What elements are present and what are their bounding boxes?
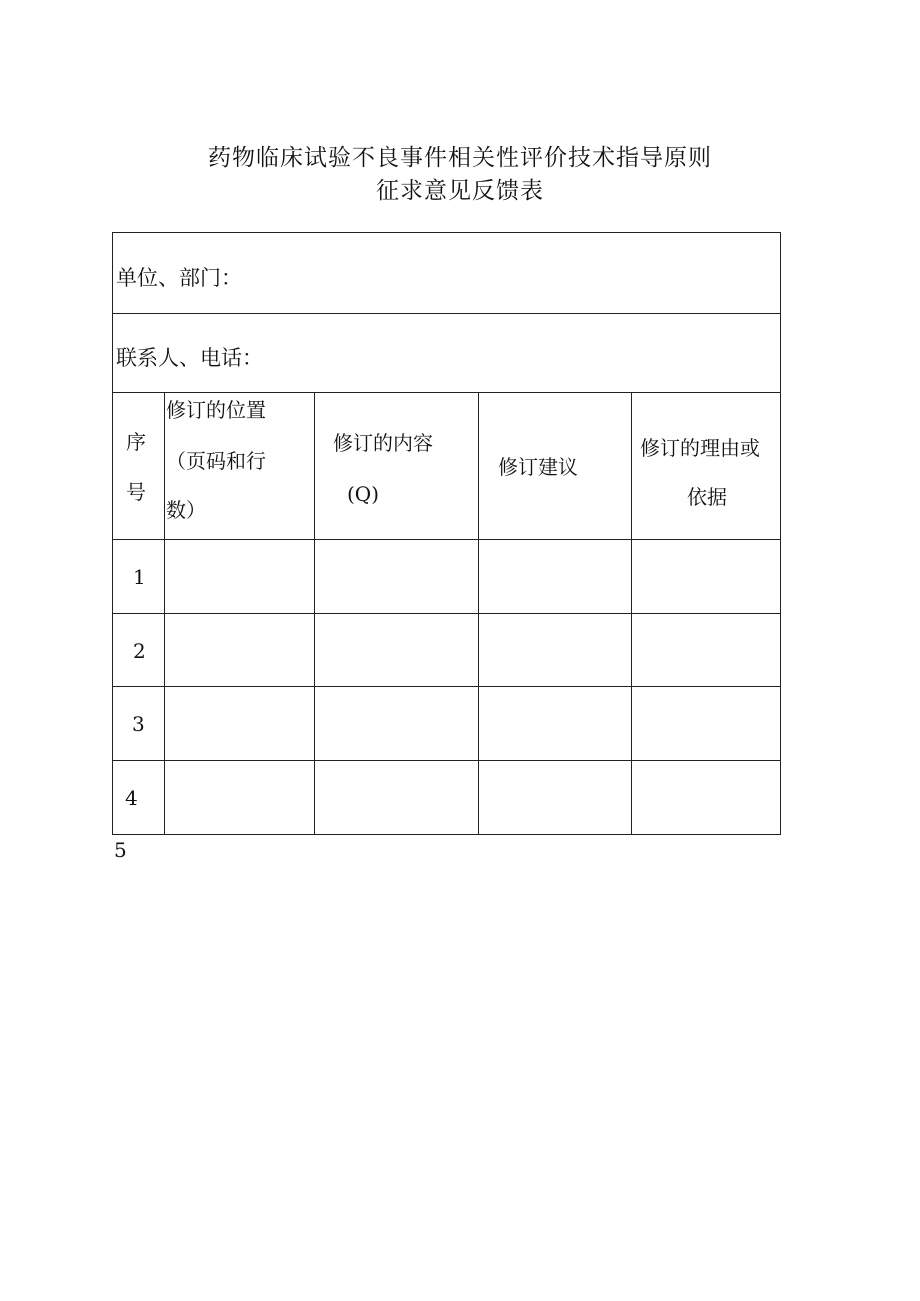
row-1-position-cell[interactable] (164, 539, 315, 614)
row-2-suggestion-cell[interactable] (478, 613, 632, 687)
header-reason (631, 392, 781, 540)
row-3-content-cell[interactable] (314, 686, 479, 761)
row-2-seq (112, 613, 165, 687)
header-seq-line2: 号 (126, 480, 146, 504)
header-position (164, 392, 315, 540)
header-position-line1: 修订的位置 (166, 398, 266, 422)
row-2-position-cell[interactable] (164, 613, 315, 687)
row-1-seq (112, 539, 165, 614)
unit-department-field[interactable] (112, 232, 781, 314)
row-5-number: 5 (114, 838, 127, 862)
header-content-line1: 修订的内容 (333, 431, 433, 455)
row-4-suggestion-cell[interactable] (478, 760, 632, 835)
header-suggestion-label: 修订建议 (498, 455, 578, 479)
row-4-reason-cell[interactable] (631, 760, 781, 835)
row-4-seq (112, 760, 165, 835)
row-3-reason-cell[interactable] (631, 686, 781, 761)
contact-phone-field[interactable] (112, 313, 781, 393)
row-2-reason-cell[interactable] (631, 613, 781, 687)
row-4-position-cell[interactable] (164, 760, 315, 835)
header-seq (112, 392, 165, 540)
row-2-content-cell[interactable] (314, 613, 479, 687)
row-1-content-cell[interactable] (314, 539, 479, 614)
row-3-suggestion-cell[interactable] (478, 686, 632, 761)
row-1-suggestion-cell[interactable] (478, 539, 632, 614)
row-2-number: 2 (133, 639, 146, 663)
row-4-content-cell[interactable] (314, 760, 479, 835)
header-seq-line1: 序 (126, 430, 146, 454)
row-4-number: 4 (125, 786, 138, 810)
row-1-number: 1 (133, 565, 146, 589)
unit-department-label: 单位、部门： (116, 266, 242, 290)
document-subtitle: 征求意见反馈表 (376, 178, 544, 204)
contact-phone-label: 联系人、电话： (116, 346, 263, 370)
row-3-position-cell[interactable] (164, 686, 315, 761)
header-position-line2: （页码和行 (166, 449, 266, 473)
row-3-seq (112, 686, 165, 761)
document-title: 药物临床试验不良事件相关性评价技术指导原则 (208, 145, 712, 171)
header-reason-line1: 修订的理由或 (640, 436, 760, 460)
header-content-line2: (Q) (347, 482, 380, 506)
header-position-line3: 数） (166, 498, 206, 522)
header-content (314, 392, 479, 540)
header-reason-line2: 依据 (687, 485, 727, 509)
header-suggestion (478, 392, 632, 540)
row-3-number: 3 (132, 712, 145, 736)
row-1-reason-cell[interactable] (631, 539, 781, 614)
